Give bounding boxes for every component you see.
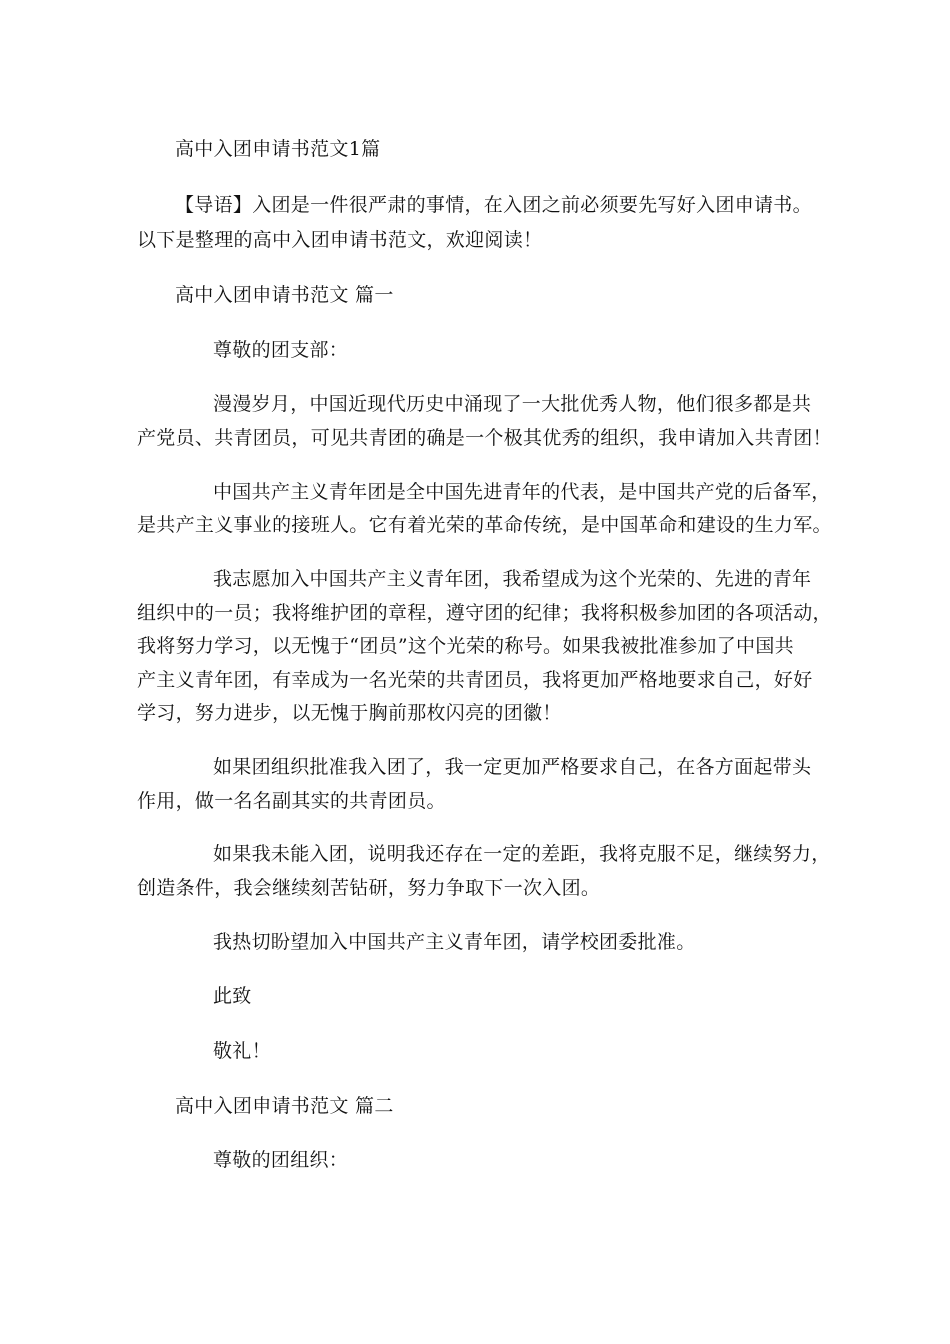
section1-para3-line2: 组织中的一员；我将维护团的章程，遵守团的纪律；我将积极参加团的各项活动， <box>137 602 832 624</box>
document-title: 高中入团申请书范文1篇 <box>175 138 381 160</box>
section1-para6: 我热切盼望加入中国共产主义青年团，请学校团委批准。 <box>213 931 696 953</box>
section1-para2-line2: 是共产主义事业的接班人。它有着光荣的革命传统，是中国革命和建设的生力军。 <box>137 514 832 536</box>
section1-heading: 高中入团申请书范文 篇一 <box>175 284 394 306</box>
section1-para4-line2: 作用，做一名名副其实的共青团员。 <box>137 790 446 812</box>
section1-para5-line2: 创造条件，我会继续刻苦钻研，努力争取下一次入团。 <box>137 877 601 899</box>
section1-para2-line1: 中国共产主义青年团是全中国先进青年的代表，是中国共产党的后备军， <box>213 481 831 503</box>
section1-para3-line5: 学习，努力进步，以无愧于胸前那枚闪亮的团徽！ <box>137 702 562 724</box>
section2-heading: 高中入团申请书范文 篇二 <box>175 1095 394 1117</box>
section1-para5-line1: 如果我未能入团，说明我还存在一定的差距，我将克服不足，继续努力， <box>213 843 831 865</box>
section1-para1-line2: 产党员、共青团员，可见共青团的确是一个极其优秀的组织，我申请加入共青团！ <box>137 427 832 449</box>
intro-line-1: 【导语】入团是一件很严肃的事情，在入团之前必须要先写好入团申请书。 <box>175 194 812 216</box>
section1-salutation: 尊敬的团支部： <box>213 339 349 361</box>
section1-closing-cizhi: 此致 <box>213 985 252 1007</box>
section1-para3-line1: 我志愿加入中国共产主义青年团，我希望成为这个光荣的、先进的青年 <box>213 568 812 590</box>
section2-salutation: 尊敬的团组织： <box>213 1149 349 1171</box>
section1-para1-line1: 漫漫岁月，中国近现代历史中涌现了一大批优秀人物，他们很多都是共 <box>213 393 812 415</box>
section1-para3-line4: 产主义青年团，有幸成为一名光荣的共青团员，我将更加严格地要求自己，好好 <box>137 669 813 691</box>
intro-line-2: 以下是整理的高中入团申请书范文，欢迎阅读！ <box>137 229 543 251</box>
section1-para3-line3: 我将努力学习，以无愧于“团员”这个光荣的称号。如果我被批准参加了中国共 <box>137 635 794 657</box>
section1-para4-line1: 如果团组织批准我入团了，我一定更加严格要求自己，在各方面起带头 <box>213 756 812 778</box>
section1-closing-jingli: 敬礼！ <box>213 1040 271 1062</box>
